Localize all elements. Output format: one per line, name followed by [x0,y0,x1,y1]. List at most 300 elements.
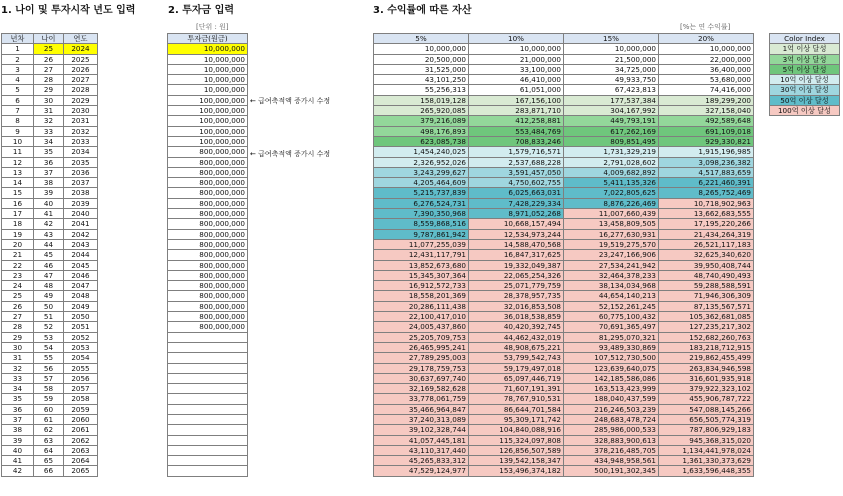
cell-principal[interactable]: 800,000,000 [168,301,248,311]
cell-rate-5[interactable]: 47,529,124,977 [374,466,469,476]
cell-year-count[interactable]: 24 [2,281,34,291]
cell-rate-10[interactable]: 7,428,229,334 [469,198,564,208]
cell-rate-5[interactable]: 33,778,061,759 [374,394,469,404]
cell-year-count[interactable]: 8 [2,116,34,126]
cell-principal[interactable]: 100,000,000 [168,106,248,116]
cell-rate-10[interactable]: 553,484,769 [469,126,564,136]
cell-rate-20[interactable]: 26,521,117,183 [659,239,754,249]
cell-age[interactable]: 26 [34,54,64,64]
col-header-principal[interactable]: 투자금(원금) [168,34,248,44]
cell-rate-5[interactable]: 20,500,000 [374,54,469,64]
cell-principal[interactable]: 100,000,000 [168,136,248,146]
cell-rate-15[interactable]: 19,519,275,570 [564,239,659,249]
cell-rate-20[interactable]: 327,158,040 [659,106,754,116]
cell-rate-5[interactable]: 379,216,089 [374,116,469,126]
cell-year[interactable]: 2035 [64,157,98,167]
cell-year-count[interactable]: 40 [2,445,34,455]
cell-rate-15[interactable]: 34,725,000 [564,64,659,74]
cell-principal[interactable]: 10,000,000 [168,54,248,64]
cell-year[interactable]: 2064 [64,456,98,466]
cell-principal[interactable] [168,353,248,363]
cell-rate-5[interactable]: 32,169,582,628 [374,384,469,394]
cell-principal[interactable]: 800,000,000 [168,167,248,177]
cell-rate-10[interactable]: 167,156,100 [469,95,564,105]
cell-rate-10[interactable]: 65,097,446,719 [469,373,564,383]
cell-rate-10[interactable]: 10,000,000 [469,44,564,54]
cell-year[interactable]: 2042 [64,229,98,239]
cell-year-count[interactable]: 42 [2,466,34,476]
cell-year[interactable]: 2048 [64,291,98,301]
cell-rate-5[interactable]: 8,559,868,516 [374,219,469,229]
cell-year[interactable]: 2037 [64,178,98,188]
cell-year[interactable]: 2050 [64,312,98,322]
cell-rate-5[interactable]: 498,176,893 [374,126,469,136]
cell-rate-20[interactable]: 13,662,683,555 [659,209,754,219]
cell-age[interactable]: 33 [34,126,64,136]
cell-principal[interactable]: 800,000,000 [168,157,248,167]
cell-year-count[interactable]: 19 [2,229,34,239]
cell-rate-5[interactable]: 45,265,833,312 [374,456,469,466]
cell-rate-10[interactable]: 44,462,432,019 [469,332,564,342]
cell-rate-15[interactable]: 617,262,169 [564,126,659,136]
cell-rate-20[interactable]: 455,906,787,722 [659,394,754,404]
cell-rate-20[interactable]: 787,806,929,183 [659,425,754,435]
cell-rate-20[interactable]: 183,218,712,915 [659,342,754,352]
cell-principal[interactable]: 800,000,000 [168,312,248,322]
cell-age[interactable]: 40 [34,198,64,208]
cell-rate-15[interactable]: 304,167,992 [564,106,659,116]
cell-principal[interactable]: 800,000,000 [168,270,248,280]
cell-age[interactable]: 29 [34,85,64,95]
cell-year[interactable]: 2058 [64,394,98,404]
cell-year[interactable]: 2046 [64,270,98,280]
cell-principal[interactable]: 100,000,000 [168,116,248,126]
cell-age[interactable]: 32 [34,116,64,126]
cell-rate-10[interactable]: 40,420,392,745 [469,322,564,332]
cell-rate-5[interactable]: 11,077,255,039 [374,239,469,249]
cell-rate-15[interactable]: 188,040,437,599 [564,394,659,404]
cell-year[interactable]: 2056 [64,373,98,383]
cell-year-count[interactable]: 13 [2,167,34,177]
cell-year[interactable]: 2062 [64,435,98,445]
cell-year-count[interactable]: 10 [2,136,34,146]
cell-rate-5[interactable]: 5,215,737,839 [374,188,469,198]
cell-rate-10[interactable]: 283,871,710 [469,106,564,116]
cell-rate-20[interactable]: 1,361,330,373,629 [659,456,754,466]
cell-year[interactable]: 2038 [64,188,98,198]
cell-principal[interactable] [168,342,248,352]
col-header-rate-5[interactable]: 5% [374,34,469,44]
cell-age[interactable]: 62 [34,425,64,435]
cell-year[interactable]: 2060 [64,414,98,424]
cell-year-count[interactable]: 33 [2,373,34,383]
cell-rate-15[interactable]: 13,458,809,505 [564,219,659,229]
cell-principal[interactable] [168,445,248,455]
cell-principal[interactable] [168,394,248,404]
cell-year[interactable]: 2031 [64,116,98,126]
cell-rate-20[interactable]: 8,265,752,469 [659,188,754,198]
cell-rate-20[interactable]: 48,740,490,493 [659,270,754,280]
cell-year-count[interactable]: 25 [2,291,34,301]
cell-year[interactable]: 2061 [64,425,98,435]
cell-principal[interactable]: 800,000,000 [168,322,248,332]
cell-rate-20[interactable]: 6,221,460,391 [659,178,754,188]
cell-age[interactable]: 31 [34,106,64,116]
cell-rate-15[interactable]: 1,731,329,219 [564,147,659,157]
cell-year-count[interactable]: 15 [2,188,34,198]
cell-rate-20[interactable]: 74,416,000 [659,85,754,95]
cell-age[interactable]: 34 [34,136,64,146]
cell-rate-20[interactable]: 105,362,681,085 [659,312,754,322]
cell-rate-15[interactable]: 11,007,660,439 [564,209,659,219]
cell-rate-10[interactable]: 46,410,000 [469,75,564,85]
cell-rate-20[interactable]: 1,134,441,978,024 [659,445,754,455]
cell-rate-15[interactable]: 434,948,958,561 [564,456,659,466]
cell-rate-10[interactable]: 25,071,779,759 [469,281,564,291]
cell-rate-20[interactable]: 17,195,220,266 [659,219,754,229]
cell-rate-20[interactable]: 189,299,200 [659,95,754,105]
cell-age[interactable]: 45 [34,250,64,260]
cell-age[interactable]: 37 [34,167,64,177]
cell-rate-15[interactable]: 500,191,302,345 [564,466,659,476]
cell-rate-15[interactable]: 142,185,586,086 [564,373,659,383]
cell-rate-10[interactable]: 78,767,910,531 [469,394,564,404]
cell-rate-20[interactable]: 547,088,145,266 [659,404,754,414]
cell-rate-20[interactable]: 1,915,196,985 [659,147,754,157]
cell-year-count[interactable]: 7 [2,106,34,116]
cell-rate-15[interactable]: 21,500,000 [564,54,659,64]
cell-age[interactable]: 57 [34,373,64,383]
cell-principal[interactable]: 800,000,000 [168,219,248,229]
cell-year-count[interactable]: 21 [2,250,34,260]
cell-age[interactable]: 39 [34,188,64,198]
cell-principal[interactable]: 800,000,000 [168,291,248,301]
cell-year[interactable]: 2054 [64,353,98,363]
cell-principal[interactable]: 800,000,000 [168,250,248,260]
cell-age[interactable]: 28 [34,75,64,85]
cell-rate-20[interactable]: 492,589,648 [659,116,754,126]
cell-rate-20[interactable]: 36,400,000 [659,64,754,74]
cell-year-count[interactable]: 34 [2,384,34,394]
cell-rate-10[interactable]: 126,856,507,589 [469,445,564,455]
cell-principal[interactable]: 800,000,000 [168,239,248,249]
cell-age[interactable]: 53 [34,332,64,342]
cell-principal[interactable]: 800,000,000 [168,178,248,188]
cell-year-count[interactable]: 32 [2,363,34,373]
cell-rate-5[interactable]: 43,101,250 [374,75,469,85]
cell-rate-5[interactable]: 6,276,524,731 [374,198,469,208]
cell-rate-15[interactable]: 23,247,166,906 [564,250,659,260]
cell-year[interactable]: 2026 [64,64,98,74]
cell-rate-20[interactable]: 945,368,315,020 [659,435,754,445]
cell-rate-5[interactable]: 158,019,128 [374,95,469,105]
cell-rate-10[interactable]: 153,496,374,182 [469,466,564,476]
cell-rate-5[interactable]: 4,205,464,609 [374,178,469,188]
cell-rate-20[interactable]: 87,135,567,571 [659,301,754,311]
cell-year[interactable]: 2065 [64,466,98,476]
cell-rate-5[interactable]: 9,787,861,942 [374,229,469,239]
cell-rate-5[interactable]: 22,100,417,010 [374,312,469,322]
cell-year-count[interactable]: 35 [2,394,34,404]
cell-year-count[interactable]: 1 [2,44,34,54]
cell-principal[interactable] [168,425,248,435]
cell-rate-15[interactable]: 248,683,478,724 [564,414,659,424]
cell-year-count[interactable]: 6 [2,95,34,105]
cell-rate-10[interactable]: 12,534,973,244 [469,229,564,239]
cell-age[interactable]: 38 [34,178,64,188]
cell-year[interactable]: 2055 [64,363,98,373]
cell-rate-20[interactable]: 59,288,588,591 [659,281,754,291]
cell-rate-20[interactable]: 10,718,902,963 [659,198,754,208]
cell-principal[interactable]: 10,000,000 [168,64,248,74]
cell-age[interactable]: 63 [34,435,64,445]
cell-principal[interactable]: 800,000,000 [168,260,248,270]
cell-rate-20[interactable]: 656,505,774,319 [659,414,754,424]
cell-rate-15[interactable]: 10,000,000 [564,44,659,54]
cell-rate-10[interactable]: 61,051,000 [469,85,564,95]
cell-year[interactable]: 2053 [64,342,98,352]
cell-year[interactable]: 2049 [64,301,98,311]
cell-rate-20[interactable]: 3,098,236,382 [659,157,754,167]
cell-rate-5[interactable]: 31,525,000 [374,64,469,74]
cell-rate-10[interactable]: 10,668,157,494 [469,219,564,229]
cell-rate-5[interactable]: 265,920,085 [374,106,469,116]
cell-rate-10[interactable]: 3,591,457,050 [469,167,564,177]
cell-rate-5[interactable]: 37,240,313,089 [374,414,469,424]
cell-rate-5[interactable]: 16,912,572,733 [374,281,469,291]
cell-age[interactable]: 60 [34,404,64,414]
cell-rate-15[interactable]: 4,009,682,892 [564,167,659,177]
cell-principal[interactable]: 800,000,000 [168,188,248,198]
cell-rate-5[interactable]: 2,326,952,026 [374,157,469,167]
cell-rate-10[interactable]: 14,588,470,568 [469,239,564,249]
cell-rate-5[interactable]: 24,005,437,860 [374,322,469,332]
cell-year[interactable]: 2063 [64,445,98,455]
cell-rate-15[interactable]: 93,489,330,869 [564,342,659,352]
cell-year-count[interactable]: 16 [2,198,34,208]
cell-rate-10[interactable]: 95,309,171,742 [469,414,564,424]
cell-rate-15[interactable]: 38,134,034,968 [564,281,659,291]
cell-rate-15[interactable]: 60,775,100,432 [564,312,659,322]
cell-rate-10[interactable]: 22,065,254,326 [469,270,564,280]
cell-principal[interactable]: 100,000,000 [168,126,248,136]
cell-rate-20[interactable]: 691,109,018 [659,126,754,136]
cell-year-count[interactable]: 14 [2,178,34,188]
col-header-year[interactable]: 연도 [64,34,98,44]
cell-rate-20[interactable]: 263,834,946,598 [659,363,754,373]
cell-age[interactable]: 50 [34,301,64,311]
cell-year[interactable]: 2045 [64,260,98,270]
cell-age[interactable]: 51 [34,312,64,322]
cell-age[interactable]: 64 [34,445,64,455]
cell-rate-10[interactable]: 1,579,716,571 [469,147,564,157]
cell-age[interactable]: 44 [34,239,64,249]
cell-age[interactable]: 43 [34,229,64,239]
cell-age[interactable]: 41 [34,209,64,219]
cell-rate-20[interactable]: 22,000,000 [659,54,754,64]
cell-rate-15[interactable]: 8,876,226,469 [564,198,659,208]
cell-principal[interactable]: 10,000,000 [168,44,248,54]
cell-rate-5[interactable]: 35,466,964,847 [374,404,469,414]
cell-age[interactable]: 59 [34,394,64,404]
cell-age[interactable]: 66 [34,466,64,476]
cell-principal[interactable]: 800,000,000 [168,209,248,219]
cell-year[interactable]: 2040 [64,209,98,219]
cell-rate-5[interactable]: 20,286,111,438 [374,301,469,311]
cell-rate-5[interactable]: 1,454,240,025 [374,147,469,157]
cell-rate-10[interactable]: 2,537,688,228 [469,157,564,167]
cell-rate-15[interactable]: 27,534,241,942 [564,260,659,270]
cell-age[interactable]: 49 [34,291,64,301]
cell-year-count[interactable]: 17 [2,209,34,219]
cell-rate-5[interactable]: 43,110,317,440 [374,445,469,455]
col-header-year-count[interactable]: 년차 [2,34,34,44]
cell-year-count[interactable]: 37 [2,414,34,424]
cell-rate-20[interactable]: 152,682,260,763 [659,332,754,342]
cell-rate-10[interactable]: 86,644,701,584 [469,404,564,414]
cell-year[interactable]: 2029 [64,95,98,105]
cell-principal[interactable] [168,466,248,476]
cell-rate-15[interactable]: 81,295,070,321 [564,332,659,342]
cell-principal[interactable]: 10,000,000 [168,75,248,85]
cell-rate-5[interactable]: 10,000,000 [374,44,469,54]
cell-principal[interactable]: 800,000,000 [168,147,248,157]
col-header-rate-10[interactable]: 10% [469,34,564,44]
cell-rate-5[interactable]: 26,465,995,241 [374,342,469,352]
cell-rate-10[interactable]: 139,542,158,347 [469,456,564,466]
cell-year[interactable]: 2059 [64,404,98,414]
cell-rate-15[interactable]: 67,423,813 [564,85,659,95]
cell-rate-20[interactable]: 929,330,821 [659,136,754,146]
cell-principal[interactable] [168,384,248,394]
cell-principal[interactable]: 100,000,000 [168,95,248,105]
cell-year[interactable]: 2028 [64,85,98,95]
cell-rate-15[interactable]: 328,883,900,613 [564,435,659,445]
cell-age[interactable]: 36 [34,157,64,167]
cell-year-count[interactable]: 26 [2,301,34,311]
cell-age[interactable]: 56 [34,363,64,373]
cell-rate-10[interactable]: 16,847,317,625 [469,250,564,260]
cell-principal[interactable] [168,332,248,342]
cell-rate-20[interactable]: 10,000,000 [659,44,754,54]
cell-rate-5[interactable]: 12,431,117,791 [374,250,469,260]
cell-age[interactable]: 42 [34,219,64,229]
cell-rate-15[interactable]: 123,639,640,075 [564,363,659,373]
cell-principal[interactable] [168,373,248,383]
cell-rate-20[interactable]: 71,946,306,309 [659,291,754,301]
col-header-rate-20[interactable]: 20% [659,34,754,44]
cell-rate-5[interactable]: 25,205,709,753 [374,332,469,342]
cell-rate-10[interactable]: 53,799,542,743 [469,353,564,363]
cell-rate-5[interactable]: 41,057,445,181 [374,435,469,445]
cell-year[interactable]: 2043 [64,239,98,249]
cell-age[interactable]: 35 [34,147,64,157]
cell-rate-5[interactable]: 18,558,201,369 [374,291,469,301]
cell-rate-15[interactable]: 809,851,495 [564,136,659,146]
cell-age[interactable]: 47 [34,270,64,280]
cell-year[interactable]: 2051 [64,322,98,332]
cell-rate-15[interactable]: 378,216,485,705 [564,445,659,455]
cell-year-count[interactable]: 28 [2,322,34,332]
cell-year[interactable]: 2057 [64,384,98,394]
cell-rate-10[interactable]: 36,018,538,859 [469,312,564,322]
cell-rate-20[interactable]: 53,680,000 [659,75,754,85]
cell-age[interactable]: 48 [34,281,64,291]
cell-age[interactable]: 27 [34,64,64,74]
cell-year[interactable]: 2044 [64,250,98,260]
cell-rate-15[interactable]: 32,464,378,233 [564,270,659,280]
cell-rate-5[interactable]: 623,085,738 [374,136,469,146]
cell-rate-10[interactable]: 708,833,246 [469,136,564,146]
cell-year-count[interactable]: 38 [2,425,34,435]
cell-year[interactable]: 2030 [64,106,98,116]
col-header-age[interactable]: 나이 [34,34,64,44]
cell-rate-20[interactable]: 127,235,217,302 [659,322,754,332]
cell-principal[interactable] [168,435,248,445]
cell-rate-10[interactable]: 33,100,000 [469,64,564,74]
cell-rate-20[interactable]: 21,434,264,319 [659,229,754,239]
cell-principal[interactable]: 800,000,000 [168,229,248,239]
cell-rate-5[interactable]: 15,345,307,364 [374,270,469,280]
cell-age[interactable]: 52 [34,322,64,332]
cell-rate-15[interactable]: 177,537,384 [564,95,659,105]
cell-rate-15[interactable]: 44,654,140,213 [564,291,659,301]
cell-rate-15[interactable]: 49,933,750 [564,75,659,85]
cell-year-count[interactable]: 20 [2,239,34,249]
cell-rate-5[interactable]: 27,789,295,003 [374,353,469,363]
cell-rate-10[interactable]: 59,179,497,018 [469,363,564,373]
cell-rate-20[interactable]: 219,862,455,499 [659,353,754,363]
cell-year[interactable]: 2034 [64,147,98,157]
cell-year-count[interactable]: 2 [2,54,34,64]
cell-rate-5[interactable]: 55,256,313 [374,85,469,95]
cell-rate-10[interactable]: 32,016,853,508 [469,301,564,311]
cell-year-count[interactable]: 29 [2,332,34,342]
cell-rate-10[interactable]: 21,000,000 [469,54,564,64]
cell-rate-10[interactable]: 4,750,602,755 [469,178,564,188]
cell-rate-15[interactable]: 52,152,261,245 [564,301,659,311]
cell-rate-15[interactable]: 2,791,028,602 [564,157,659,167]
cell-rate-20[interactable]: 379,922,323,102 [659,384,754,394]
cell-principal[interactable] [168,363,248,373]
cell-rate-15[interactable]: 5,411,135,326 [564,178,659,188]
cell-year[interactable]: 2027 [64,75,98,85]
cell-year[interactable]: 2025 [64,54,98,64]
cell-rate-20[interactable]: 1,633,596,448,355 [659,466,754,476]
cell-year-count[interactable]: 18 [2,219,34,229]
cell-rate-10[interactable]: 104,840,088,916 [469,425,564,435]
cell-year-count[interactable]: 39 [2,435,34,445]
cell-age[interactable]: 55 [34,353,64,363]
cell-rate-10[interactable]: 8,971,052,268 [469,209,564,219]
cell-rate-15[interactable]: 107,512,730,500 [564,353,659,363]
cell-year[interactable]: 2024 [64,44,98,54]
cell-year-count[interactable]: 31 [2,353,34,363]
cell-rate-15[interactable]: 70,691,365,497 [564,322,659,332]
cell-rate-10[interactable]: 6,025,663,031 [469,188,564,198]
cell-age[interactable]: 25 [34,44,64,54]
cell-year-count[interactable]: 9 [2,126,34,136]
cell-year-count[interactable]: 12 [2,157,34,167]
cell-rate-20[interactable]: 32,625,340,620 [659,250,754,260]
cell-age[interactable]: 30 [34,95,64,105]
col-header-rate-15[interactable]: 15% [564,34,659,44]
cell-year-count[interactable]: 11 [2,147,34,157]
cell-principal[interactable]: 800,000,000 [168,281,248,291]
cell-year[interactable]: 2036 [64,167,98,177]
cell-age[interactable]: 46 [34,260,64,270]
cell-principal[interactable]: 800,000,000 [168,198,248,208]
